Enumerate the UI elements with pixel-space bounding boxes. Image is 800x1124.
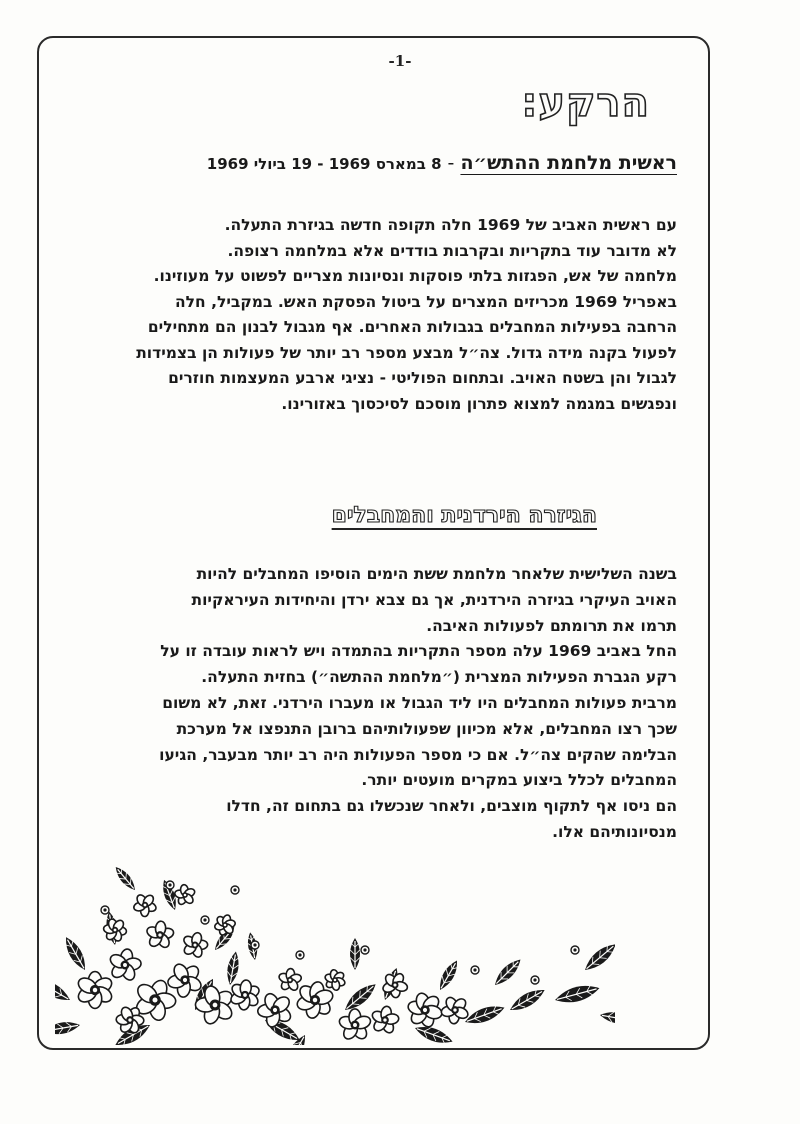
subtitle-title: ראשית מלחמת ההתש״ה: [460, 152, 677, 174]
paragraph-line: החל באביב 1969 עלה מספר התקריות בהתמדה ויש לראות עובדה זו על: [160, 642, 677, 661]
intro-paragraph: [136, 213, 677, 417]
subtitle-separator: -: [441, 152, 461, 174]
section-paragraph: [159, 562, 677, 846]
paragraph-line: הבלימה שהקים צה״ל. אם כי מספר הפעולות היה רב יותר מבעבר, הגיעו: [159, 745, 677, 764]
subtitle-row: [207, 152, 677, 174]
paragraph-line: המחבלים לכלל ביצוע במקרים מועטים יותר.: [361, 771, 677, 790]
paragraph-line: מנסיונותיהם אלו.: [552, 822, 677, 841]
subtitle-dates: 8 במארס 1969 - 19 ביולי 1969: [206, 155, 442, 173]
page-number: -1-: [388, 52, 412, 70]
paragraph-line: לגבול והן בשטח האויב. ובתחום הפוליטי - נציגי ארבע המעצמות חוזרים: [168, 369, 677, 387]
paragraph-line: תרמו את תרומתם לפעולות האיבה.: [426, 616, 677, 635]
paragraph-line: לא מדובר עוד בתקריות ובקרבות בודדים אלא במלחמה רצופה.: [227, 241, 677, 260]
paragraph-line: מרבית פעולות המחבלים היו ליד הגבול או מעברו הירדני. זאת, לא משום: [162, 693, 677, 712]
paragraph-line: שכך רצו המחבלים, אלא מכיוון שפעולותיהם ברובן התנפצו אל מערכת: [176, 719, 677, 738]
section-heading: הגיזרה הירדנית והמחבלים: [331, 503, 597, 528]
paragraph-line: באפריל 1969 מכריזים המצרים על ביטול הפסקת האש. במקביל, חלה: [175, 292, 677, 311]
page-title: הרקע:: [521, 80, 650, 126]
paragraph-line: לפעול בקנה מידה גדול. צה״ל מבצע מספר רב יותר של פעולות הן בצמידות: [136, 343, 677, 362]
paragraph-line: רקע הגברת הפעילות המצרית (״מלחמת ההתשה״) בחזית התעלה.: [201, 668, 677, 687]
paragraph-line: האויב העיקרי בגיזרה הירדנית, אך גם צבא ירדן והיחידות העיראקיות: [191, 590, 677, 609]
paragraph-line: עם ראשית האביב של 1969 חלה תקופה חדשה בגיזרת התעלה.: [224, 216, 677, 234]
paragraph-line: מלחמה של אש, הפגזות בלתי פוסקות ונסיונות מצריים לפשוט על מעוזינו.: [153, 267, 677, 285]
floral-border-icon: [55, 850, 615, 1045]
paragraph-line: הרחבה בפעילות המחבלים בגבולות האחרים. אף מגבול לבנון הם מתחילים: [147, 318, 677, 336]
paragraph-line: ונפגשים במגמה למצוא פתרון מוסכם לסיכסוך באזורינו.: [281, 394, 677, 413]
paragraph-line: בשנה השלישית שלאחר מלחמת ששת הימים הוסיפו המחבלים להיות: [196, 565, 677, 583]
paragraph-line: הם ניסו אף לתקוף מוצבים, ולאחר שנכשלו גם בתחום זה, חדלו: [226, 797, 677, 816]
